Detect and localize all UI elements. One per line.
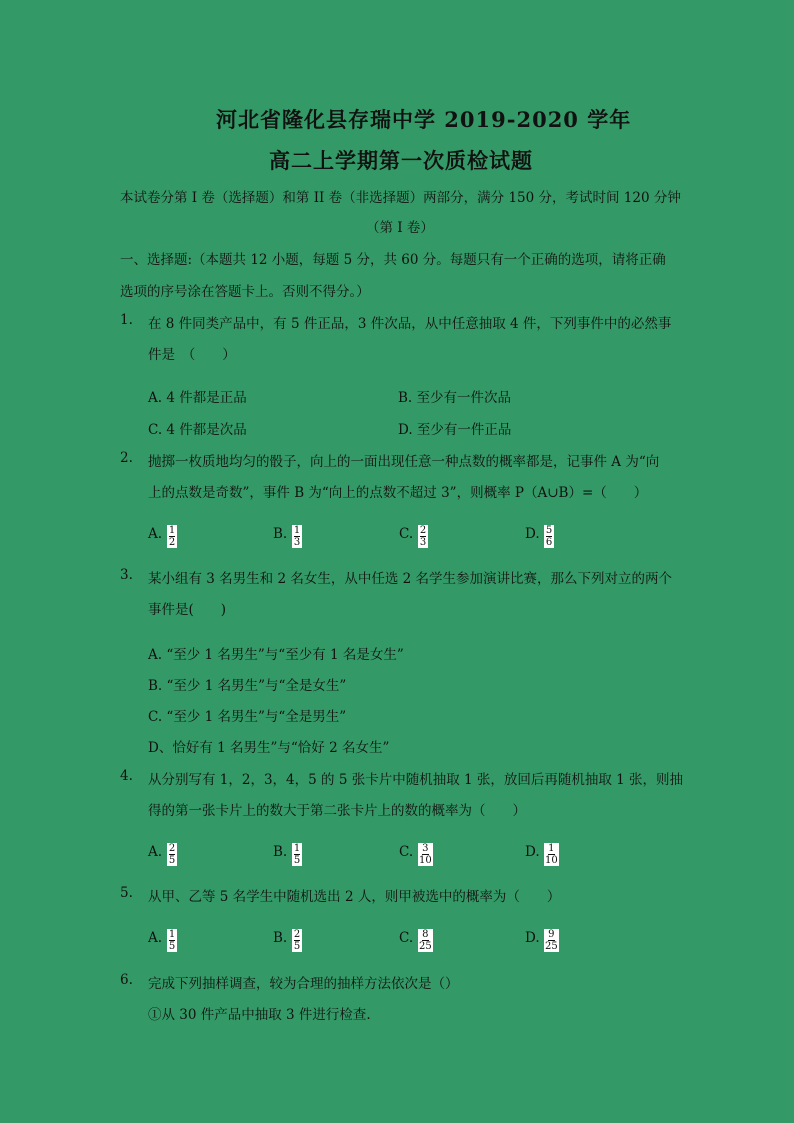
question-text: ①从 30 件产品中抽取 3 件进行检查. <box>148 1007 371 1023</box>
question-number: 4. <box>120 768 133 784</box>
option-d-label: D. <box>525 844 540 860</box>
question-text: 某小组有 3 名男生和 2 名女生，从中任选 2 名学生参加演讲比赛，那么下列对立的两个 <box>148 571 673 587</box>
fraction-numerator: 1 <box>548 843 555 854</box>
option-a: A. 4 件都是正品 <box>148 390 247 406</box>
option-d: D、恰好有 1 名男生”与“恰好 2 名女生” <box>148 740 390 756</box>
option-a-fraction <box>167 929 177 952</box>
option-c-label: C. <box>399 844 414 860</box>
option-d: D. 至少有一件正品 <box>398 422 512 438</box>
question-number: 3. <box>120 567 133 583</box>
fraction-denominator: 3 <box>293 537 301 548</box>
fraction-denominator: 2 <box>168 537 176 548</box>
fraction-numerator: 2 <box>293 929 301 940</box>
question-number: 6. <box>120 972 133 988</box>
option-b-label: B. <box>273 844 288 860</box>
exam-title: 河北省隆化县存瑞中学 2019-2020 学年 <box>216 107 632 132</box>
option-b-fraction <box>292 929 302 952</box>
fraction-denominator: 5 <box>293 941 301 952</box>
fraction-numerator: 2 <box>419 525 427 536</box>
option-b-fraction <box>292 843 302 866</box>
exam-subtitle: 高二上学期第一次质检试题 <box>269 148 533 173</box>
question-text: 上的点数是奇数”，事件 B 为“向上的点数不超过 3”，则概率 P（A∪B）=（ ） <box>148 485 648 501</box>
option-c-fraction <box>418 525 428 548</box>
option-b-fraction <box>292 525 302 548</box>
option-b-label: B. <box>273 930 288 946</box>
option-c-fraction <box>418 929 433 952</box>
question-text: 在 8 件同类产品中，有 5 件正品，3 件次品，从中任意抽取 4 件，下列事件中的必然事 <box>148 316 672 332</box>
option-d-fraction <box>544 929 559 952</box>
fraction-denominator: 5 <box>168 855 176 866</box>
fraction-denominator: 6 <box>545 537 553 548</box>
option-b-label: B. <box>273 526 288 542</box>
question-text: 从分别写有 1，2，3，4，5 的 5 张卡片中随机抽取 1 张，放回后再随机抽取 1 张，则抽 <box>148 772 684 788</box>
option-d-fraction <box>544 525 554 548</box>
fraction-denominator: 5 <box>293 855 301 866</box>
part-heading: （第 I 卷） <box>366 220 434 236</box>
question-text: 得的第一张卡片上的数大于第二张卡片上的数的概率为（ ） <box>148 803 526 819</box>
option-c: C. “至少 1 名男生”与“全是男生” <box>148 709 347 725</box>
fraction-denominator: 10 <box>545 855 558 866</box>
section-instructions-line2: 选项的序号涂在答题卡上。否则不得分。） <box>120 284 370 300</box>
fraction-denominator: 25 <box>545 941 558 952</box>
option-a-fraction <box>167 525 177 548</box>
fraction-numerator: 9 <box>548 929 555 940</box>
option-b: B. 至少有一件次品 <box>398 390 512 406</box>
option-c-label: C. <box>399 930 414 946</box>
fraction-denominator: 25 <box>419 941 432 952</box>
fraction-numerator: 1 <box>168 525 176 536</box>
option-a-fraction <box>167 843 177 866</box>
fraction-numerator: 1 <box>293 843 301 854</box>
fraction-numerator: 5 <box>545 525 553 536</box>
question-number: 5. <box>120 885 133 901</box>
option-a-label: A. <box>148 844 163 860</box>
fraction-denominator: 5 <box>168 941 176 952</box>
option-a-label: A. <box>148 930 163 946</box>
option-c-fraction <box>418 843 433 866</box>
option-c: C. 4 件都是次品 <box>148 422 247 438</box>
question-text: 完成下列抽样调查，较为合理的抽样方法依次是（） <box>148 976 459 992</box>
fraction-denominator: 10 <box>419 855 432 866</box>
question-number: 2. <box>120 450 133 466</box>
option-b: B. “至少 1 名男生”与“全是女生” <box>148 678 347 694</box>
question-number: 1. <box>120 312 133 328</box>
option-a-label: A. <box>148 526 163 542</box>
option-d-label: D. <box>525 526 540 542</box>
option-a: A. “至少 1 名男生”与“至少有 1 名是女生” <box>148 647 404 663</box>
exam-intro: 本试卷分第 I 卷（选择题）和第 II 卷（非选择题）两部分，满分 150 分，考试时间 120 分钟 <box>120 190 681 206</box>
fraction-denominator: 3 <box>419 537 427 548</box>
question-text: 事件是( ) <box>148 602 227 618</box>
fraction-numerator: 8 <box>422 929 429 940</box>
section-instructions-line1: 一、选择题:（本题共 12 小题，每题 5 分，共 60 分。每题只有一个正确的选项，请将正确 <box>120 252 666 268</box>
fraction-numerator: 2 <box>168 843 176 854</box>
option-d-fraction <box>544 843 559 866</box>
question-text: 抛掷一枚质地均匀的骰子，向上的一面出现任意一种点数的概率都是，记事件 A 为“向 <box>148 454 660 470</box>
option-d-label: D. <box>525 930 540 946</box>
question-text: 从甲、乙等 5 名学生中随机选出 2 人，则甲被选中的概率为（ ） <box>148 889 561 905</box>
fraction-numerator: 3 <box>422 843 429 854</box>
fraction-numerator: 1 <box>293 525 301 536</box>
fraction-numerator: 1 <box>168 929 176 940</box>
option-c-label: C. <box>399 526 414 542</box>
question-text: 件是 （ ） <box>148 347 236 363</box>
